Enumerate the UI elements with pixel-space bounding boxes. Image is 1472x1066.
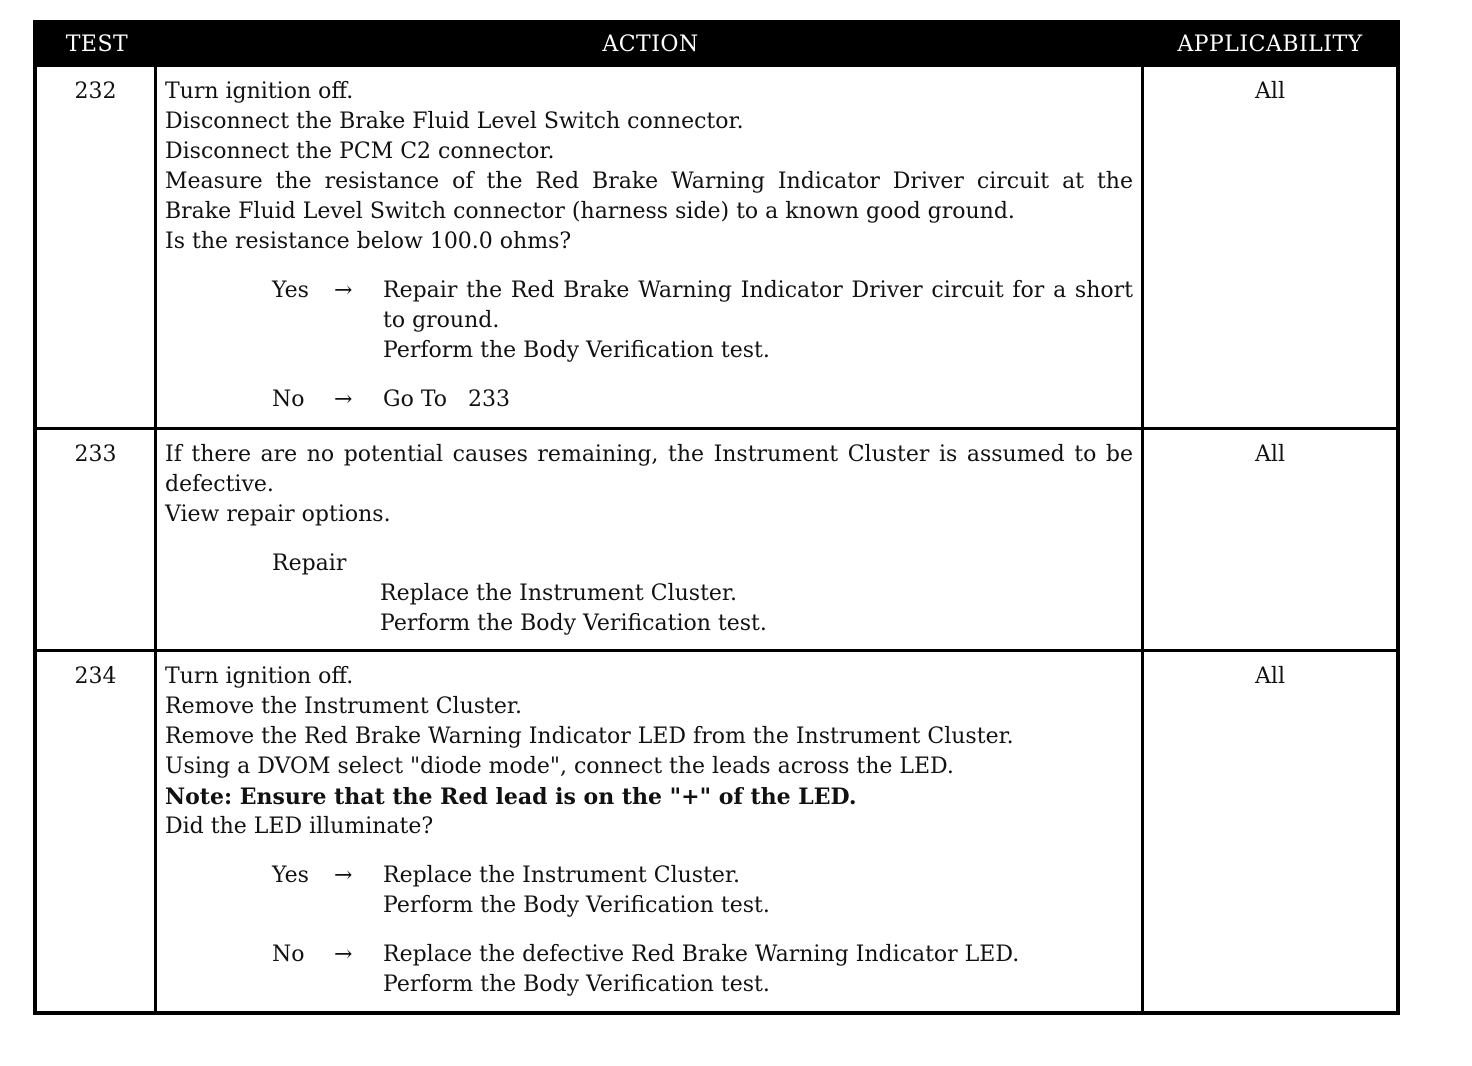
outcome-yes (165, 861, 1133, 921)
outcome-label: No (272, 942, 305, 967)
applicability: All (1255, 664, 1285, 689)
test-number: 232 (37, 67, 157, 427)
repair-options (165, 549, 1133, 639)
action-cell (157, 430, 1144, 649)
result-line: Replace the Instrument Cluster. (383, 863, 741, 888)
outcome-yes (165, 276, 1133, 366)
action-line: Brake Fluid Level Switch connector (harness side) to a known good ground. (165, 199, 1015, 224)
action-line: Is the resistance below 100.0 ohms? (165, 229, 572, 254)
table-row-234 (37, 649, 1396, 1011)
test-number: 234 (37, 652, 157, 1011)
applicability: All (1255, 442, 1285, 467)
diagnostic-test-table (33, 20, 1400, 1015)
table-header (37, 24, 1396, 64)
result-line: Replace the defective Red Brake Warning Indicator LED. (383, 942, 1020, 967)
action-line: Disconnect the Brake Fluid Level Switch connector. (165, 109, 744, 134)
action-line: Measure the resistance of the Red Brake Warning Indicator Driver circuit at the (165, 169, 1133, 194)
header-test: TEST (65, 31, 129, 57)
action-line: Using a DVOM select "diode mode", connect the leads across the LED. (165, 754, 954, 779)
result-line: Perform the Body Verification test. (383, 338, 770, 363)
table-row-232 (37, 64, 1396, 427)
repair-step: Replace the Instrument Cluster. (380, 581, 738, 606)
action-line: Remove the Red Brake Warning Indicator LED from the Instrument Cluster. (165, 724, 1014, 749)
repair-label: Repair (272, 551, 347, 576)
header-action: ACTION (602, 31, 699, 57)
outcome-label: Yes (272, 278, 309, 303)
action-line: Disconnect the PCM C2 connector. (165, 139, 555, 164)
outcome-result (383, 861, 1133, 921)
action-cell (157, 67, 1144, 427)
right-arrow-icon: → (334, 278, 353, 303)
action-cell (157, 652, 1144, 1011)
outcome-no (165, 940, 1133, 1000)
table-row-233 (37, 427, 1396, 649)
outcome-label: Yes (272, 863, 309, 888)
right-arrow-icon: → (334, 863, 353, 888)
applicability: All (1255, 79, 1285, 104)
right-arrow-icon: → (334, 942, 353, 967)
outcome-result (383, 385, 1133, 415)
outcome-result (383, 276, 1133, 366)
result-line: Perform the Body Verification test. (383, 972, 770, 997)
repair-steps (272, 579, 1133, 639)
action-line: View repair options. (165, 502, 391, 527)
outcome-result (383, 940, 1133, 1000)
result-line: to ground. (383, 308, 500, 333)
action-line: Did the LED illuminate? (165, 814, 434, 839)
right-arrow-icon: → (334, 387, 353, 412)
note-line: Note: Ensure that the Red lead is on the "+" of the LED. (165, 784, 857, 810)
outcome-label: No (272, 387, 305, 412)
action-line: Turn ignition off. (165, 79, 354, 104)
result-line: Repair the Red Brake Warning Indicator Driver circuit for a short (383, 278, 1133, 303)
action-line: defective. (165, 472, 274, 497)
header-applicability: APPLICABILITY (1177, 31, 1363, 57)
result-line: Perform the Body Verification test. (383, 893, 770, 918)
result-line: Go To 233 (383, 387, 510, 412)
outcome-no (165, 385, 1133, 415)
repair-step: Perform the Body Verification test. (380, 611, 767, 636)
action-line: If there are no potential causes remaining, the Instrument Cluster is assumed to be (165, 442, 1133, 467)
action-line: Remove the Instrument Cluster. (165, 694, 522, 719)
test-number: 233 (37, 430, 157, 649)
action-line: Turn ignition off. (165, 664, 354, 689)
